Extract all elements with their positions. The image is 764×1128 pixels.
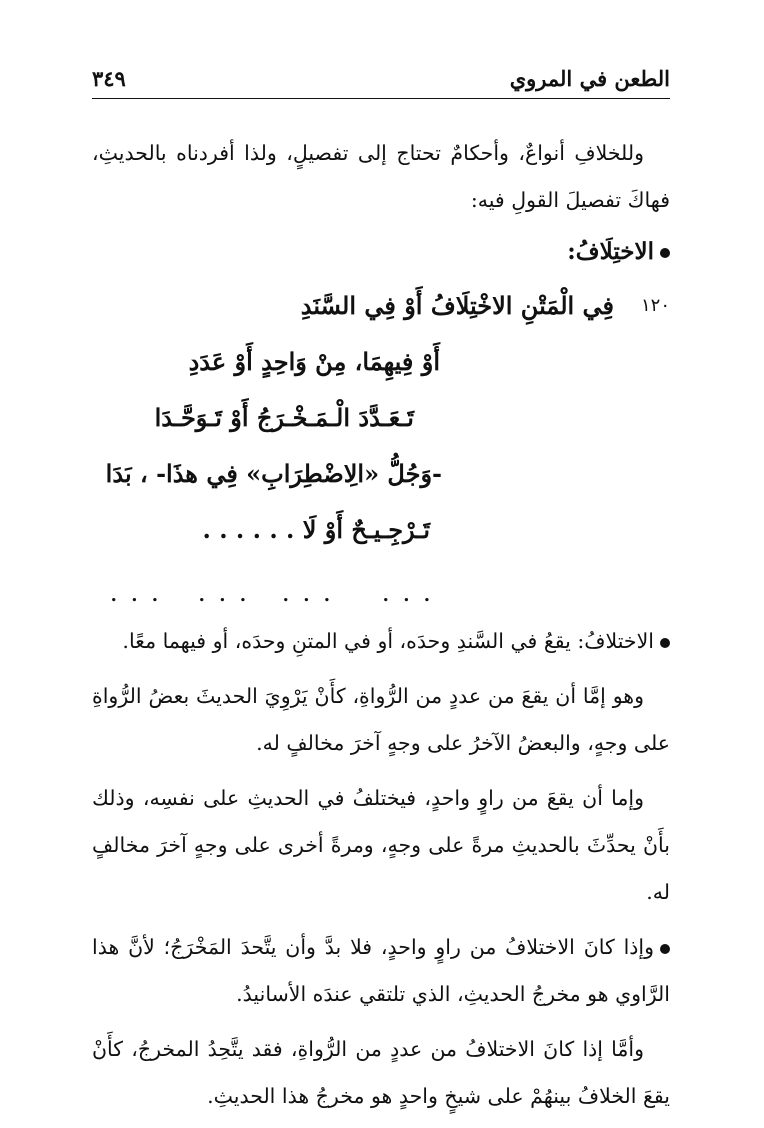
bullet-icon [660,944,670,954]
ellipsis-mark: . . . [282,585,334,606]
section-heading-text: الاختِلَافُ: [567,238,654,265]
running-header [92,62,670,99]
ellipsis-mark: . . . [382,585,434,606]
body-paragraph [92,924,670,1018]
paragraph-text: الاختلافُ: يقعُ في السَّندِ وحدَه، أو في المتنِ وحدَه، أو فيهما معًا. [122,629,654,653]
body-paragraph: وأمَّا إذا كانَ الاختلافُ من عددٍ من الرُّواةِ، فقد يتَّحِدُ المخرجُ، كأَنْ يقعَ الخلافُ بينهُمْ على شيخٍ واحدٍ هو مخرجُ هذا الحديثِ. [92,1037,670,1108]
ellipsis-mark: . . . [110,585,162,606]
verse-line [92,334,670,390]
verse-line-text: تَـرْجِـيـحٌ أَوْ لَا . . . . . . [202,515,430,544]
page-body [92,130,670,1128]
verse-line [92,446,670,502]
intro-paragraph: وللخلافِ أنواعٌ، وأحكامٌ تحتاج إلى تفصيلٍ، ولذا أفردناه بالحديثِ، فهاكَ تفصيلَ القولِ فيه: [92,141,670,212]
body-paragraph: وإما أن يقعَ من راوٍ واحدٍ، فيختلفُ في الحديثِ على نفسِه، وذلك بأَنْ يحدِّثَ بالحديثِ مرةً على وجهٍ، ومرةً أخرى على وجهٍ آخرَ مخالفٍ له. [92,786,670,904]
chapter-title: الطعن في المروي [509,66,670,91]
body-paragraph [92,618,670,665]
verse-line-text: فِي الْمَتْنِ الاخْتِلَافُ أَوْ فِي السَّنَدِ [300,291,614,320]
verse-block [92,278,670,608]
bullet-icon [660,638,670,648]
verse-line-text: أَوْ فِيهِمَا، مِنْ وَاحِدٍ أَوْ عَدَدِ [188,347,440,376]
body-paragraph: وهو إمَّا أن يقعَ من عددٍ من الرُّواةِ، كأَنْ يَرْوِيَ الحديثَ بعضُ الرُّواةِ على وجهٍ، والبعضُ الآخرُ على وجهٍ آخرَ مخالفٍ له. [92,684,670,755]
verse-line [92,390,670,446]
ellipsis-mark: . . . [198,585,250,606]
verse-number: ١٢٠ [640,295,670,316]
page-number: ٣٤٩ [92,66,126,91]
verse-line [92,502,670,558]
section-heading [92,232,670,272]
verse-line-text: -وَجُلُّ «الِاضْطِرَابِ» فِي هذَا- ، بَدَا [105,459,442,488]
verse-line [92,278,670,334]
paragraph-text: وإذا كانَ الاختلافُ من راوٍ واحدٍ، فلا بدَّ وأن يتَّحدَ المَخْرَجُ؛ لأنَّ هذا الرَّاوي هو مخرجُ الحديثِ، الذي تلتقي عندَه الأسانيدُ. [92,935,670,1006]
verse-line-text: تَـعَـدَّدَ الْـمَـخْـرَجُ أَوْ تَـوَحَّـدَا [154,403,414,432]
verse-ellipsis-row [92,558,670,608]
bullet-icon [660,248,670,258]
